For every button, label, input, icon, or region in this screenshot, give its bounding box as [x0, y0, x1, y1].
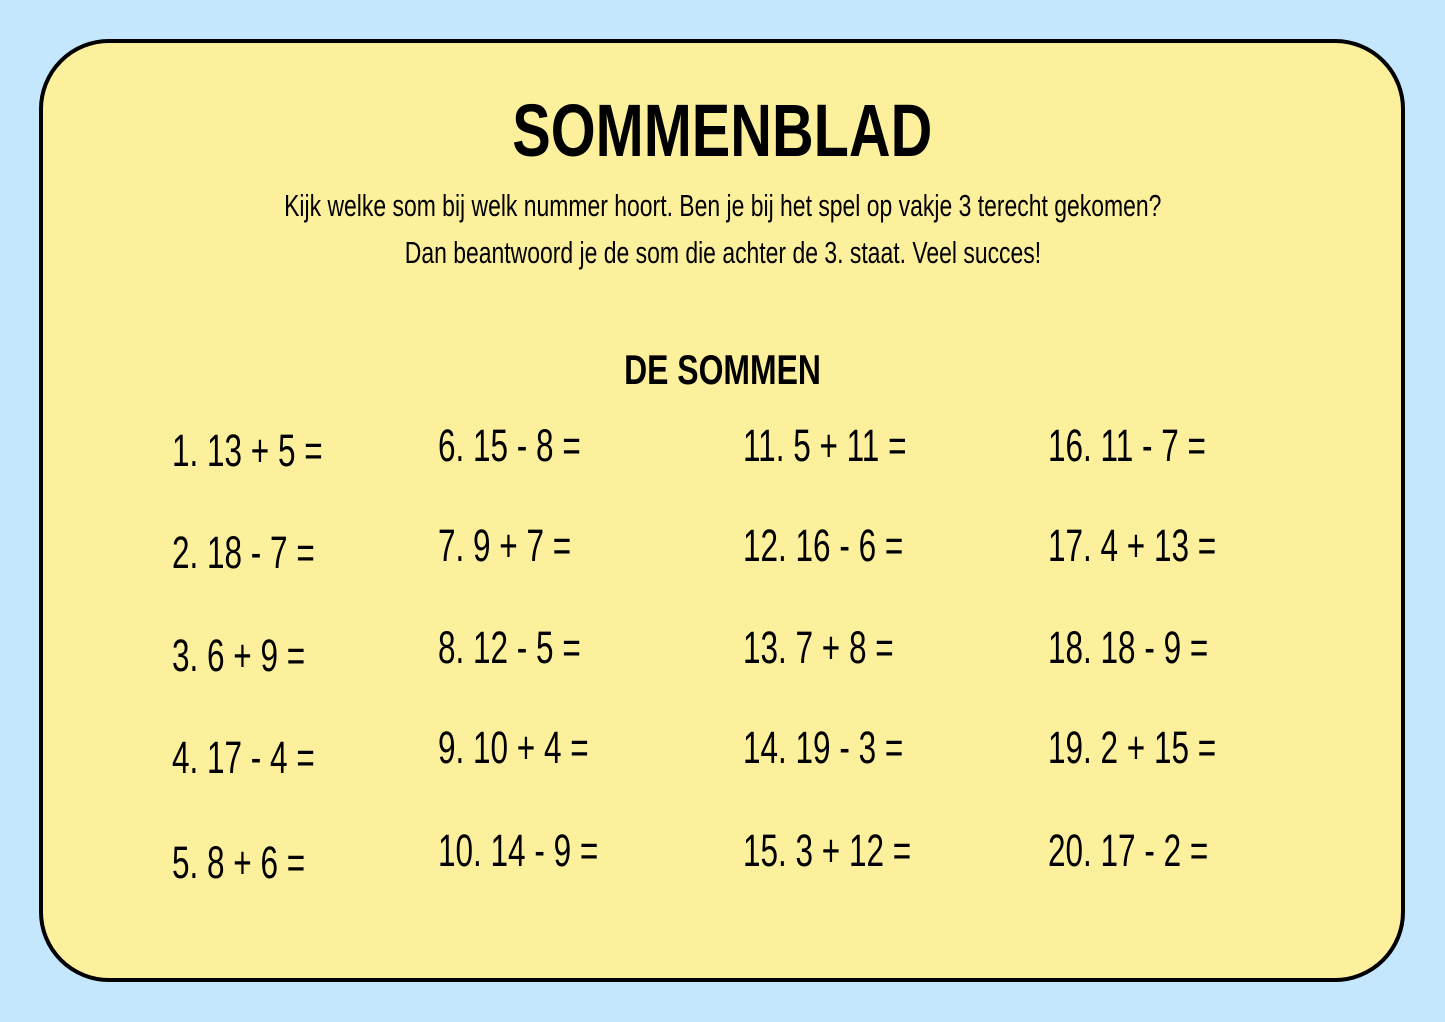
sum-item-5: 5. 8 + 6 =: [172, 837, 306, 888]
sum-item-2: 2. 18 - 7 =: [172, 527, 315, 578]
sum-item-15: 15. 3 + 12 =: [743, 825, 912, 876]
sum-item-17: 17. 4 + 13 =: [1048, 520, 1217, 571]
sum-item-3: 3. 6 + 9 =: [172, 630, 306, 681]
instructions-text: Dan beantwoord je de som die achter de 3. staat. Veel succes!: [404, 235, 1041, 270]
sum-item-11: 11. 5 + 11 =: [743, 420, 907, 471]
sum-item-20: 20. 17 - 2 =: [1048, 825, 1209, 876]
instructions-line-2: [0, 235, 1445, 271]
sum-item-18: 18. 18 - 9 =: [1048, 622, 1209, 673]
sum-item-14: 14. 19 - 3 =: [743, 722, 904, 773]
section-title: [0, 346, 1445, 394]
sum-item-4: 4. 17 - 4 =: [172, 732, 315, 783]
instructions-text: Kijk welke som bij welk nummer hoort. Ben je bij het spel op vakje 3 terecht gekomen?: [283, 188, 1162, 223]
sum-item-19: 19. 2 + 15 =: [1048, 722, 1217, 773]
sum-item-9: 9. 10 + 4 =: [438, 722, 589, 773]
sum-item-12: 12. 16 - 6 =: [743, 520, 904, 571]
instructions-line-1: [0, 188, 1445, 224]
sum-item-16: 16. 11 - 7 =: [1048, 420, 1206, 471]
sum-item-6: 6. 15 - 8 =: [438, 420, 581, 471]
sum-item-7: 7. 9 + 7 =: [438, 520, 572, 571]
section-title-text: DE SOMMEN: [624, 346, 821, 393]
sum-item-8: 8. 12 - 5 =: [438, 622, 581, 673]
page-title: [0, 88, 1445, 173]
sum-item-13: 13. 7 + 8 =: [743, 622, 894, 673]
sum-item-1: 1. 13 + 5 =: [172, 425, 323, 476]
sum-item-10: 10. 14 - 9 =: [438, 825, 599, 876]
title-text: SOMMENBLAD: [512, 89, 933, 172]
